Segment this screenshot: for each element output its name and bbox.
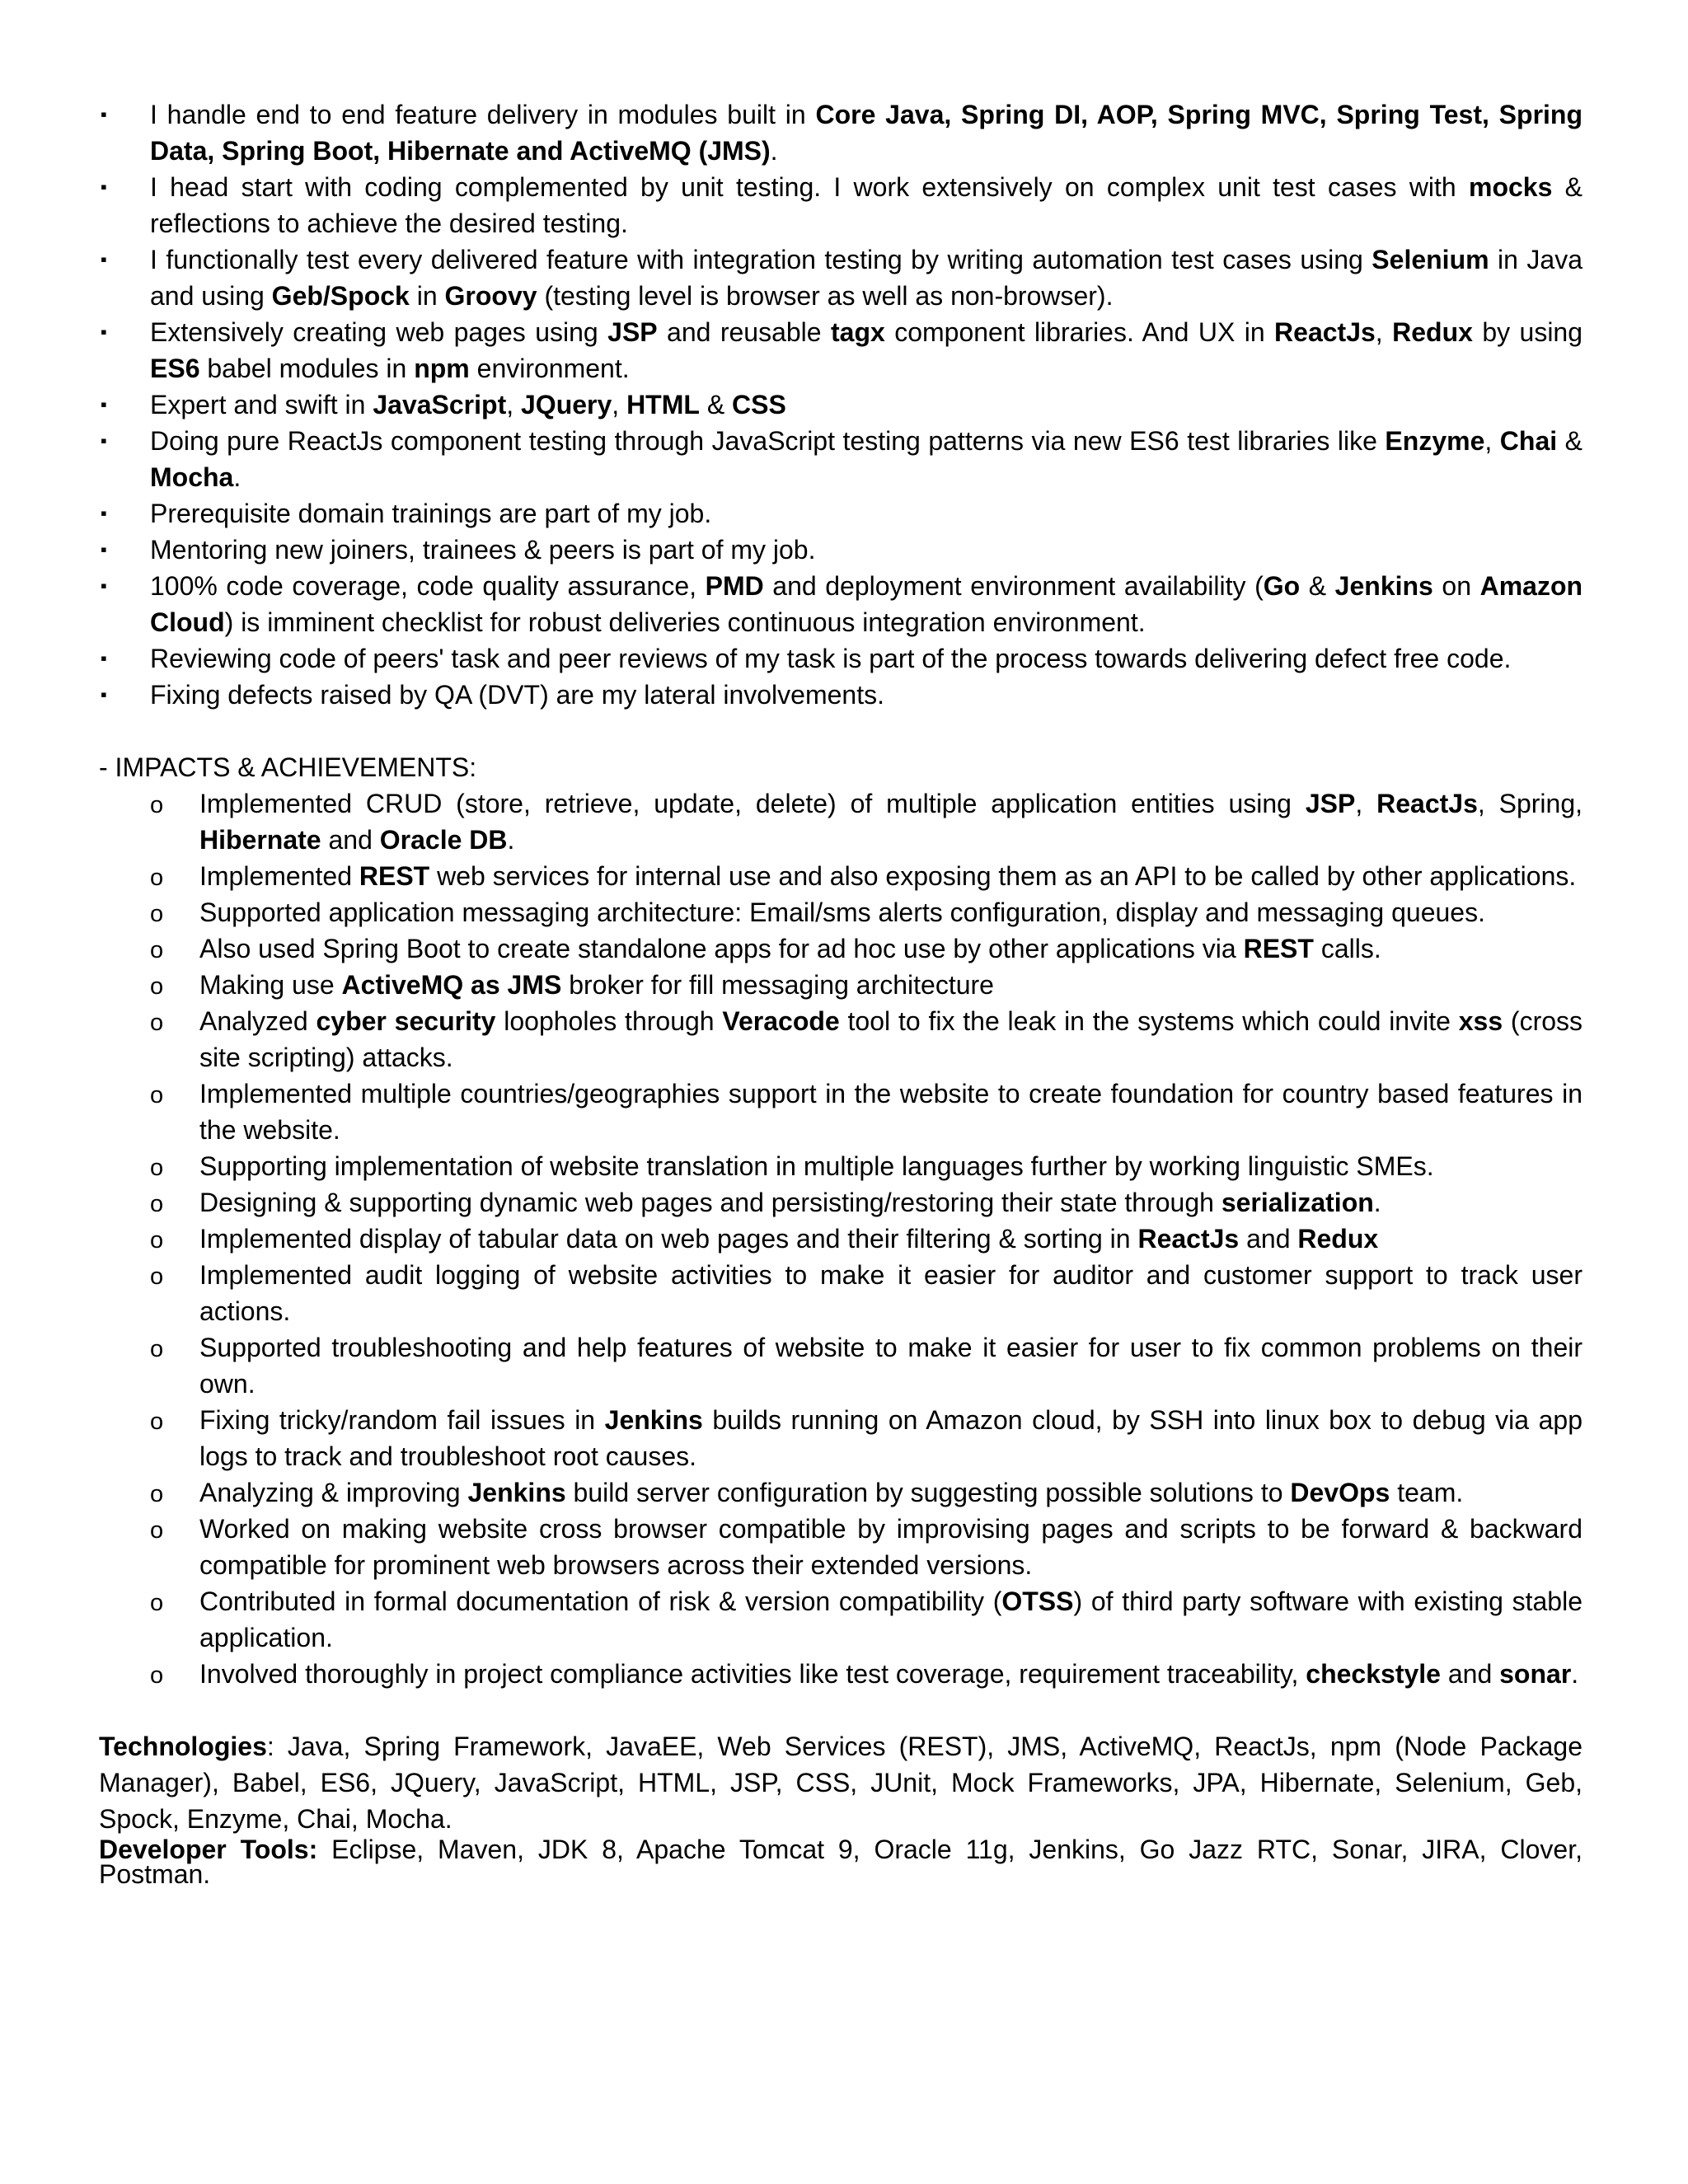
bold-keyword: JavaScript [373,390,507,419]
bold-keyword: Jenkins [467,1478,566,1507]
impact-item: o Fixing tricky/random fail issues in Jenkins builds running on Amazon cloud, by SSH into linux box to debug via app logs to track and troubleshoot root causes. [150,1405,1583,1471]
bold-keyword: JSP [607,317,658,347]
developer-tools-text: Eclipse, Maven, JDK 8, Apache Tomcat 9, Oracle 11g, Jenkins, Go Jazz RTC, Sonar, JIRA, Clover, Postman. [99,1835,1583,1889]
impact-item: o Also used Spring Boot to create standalone apps for ad hoc use by other applications via REST calls. [148,930,1582,967]
circle-bullet-icon: o [150,1481,164,1507]
bold-keyword: Selenium [1372,245,1489,274]
impacts-list [99,785,1582,1692]
bold-keyword: Oracle DB [379,825,508,855]
bold-keyword: Mocha [150,462,234,492]
bold-keyword: ReactJs [1274,317,1376,347]
bold-keyword: ActiveMQ as JMS [341,970,562,1000]
square-bullet-icon: ▪ [101,394,107,415]
bold-keyword: Hibernate [199,825,321,855]
impact-item: o Analyzing & improving Jenkins build server configuration by suggesting possible solutions to DevOps team. [148,1474,1582,1511]
responsibility-item: ▪ Mentoring new joiners, trainees & peers is part of my job. [99,532,1582,568]
impact-item: o Implemented multiple countries/geographies support in the website to create foundation for country based features in the website. [150,1079,1582,1145]
circle-bullet-icon: o [150,792,164,818]
bold-keyword: Redux [1297,1224,1379,1254]
circle-bullet-icon: o [150,1010,164,1036]
bold-keyword: Enzyme [1385,426,1485,456]
bold-keyword: CSS [732,390,786,419]
square-bullet-icon: ▪ [101,430,107,451]
responsibility-item: ▪ Fixing defects raised by QA (DVT) are my lateral involvements. [99,677,1582,713]
circle-bullet-icon: o [150,1662,164,1689]
responsibility-item: ▪ Prerequisite domain trainings are part of my job. [99,495,1582,532]
bold-keyword: checkstyle [1306,1659,1441,1689]
impact-item: o Supporting implementation of website translation in multiple languages further by working linguistic SMEs. [148,1148,1582,1184]
circle-bullet-icon: o [150,865,164,891]
bold-keyword: xss [1458,1006,1503,1036]
bold-keyword: OTSS [1001,1586,1074,1616]
bold-keyword: HTML [626,390,700,419]
technologies-label: Technologies [99,1732,267,1761]
bold-keyword: sonar [1499,1659,1572,1689]
responsibility-item: ▪ I functionally test every delivered feature with integration testing by writing automation test cases using Selenium in Java and using Geb/Spock in Groovy (testing level is browser as well as non-browser). [99,241,1582,314]
circle-bullet-icon: o [150,1263,164,1290]
bold-keyword: REST [1243,934,1314,963]
bold-keyword: cyber security [316,1006,496,1036]
bold-keyword: JQuery [521,390,612,419]
responsibilities-list [99,96,1582,713]
bold-keyword: Veracode [722,1006,840,1036]
bold-keyword: ReactJs [1137,1224,1240,1254]
bold-keyword: Chai [1499,426,1558,456]
impact-item: o Involved thoroughly in project compliance activities like test coverage, requirement traceability, checkstyle and sonar. [148,1656,1582,1692]
bold-keyword: ReactJs [1376,789,1478,818]
square-bullet-icon: ▪ [101,321,107,342]
responsibility-item: ▪ I handle end to end feature delivery in modules built in Core Java, Spring DI, AOP, Spring MVC, Spring Test, Spring Data, Spring Boot, Hibernate and ActiveMQ (JMS). [99,96,1582,169]
square-bullet-icon: ▪ [101,176,107,197]
square-bullet-icon: ▪ [101,684,107,705]
bold-keyword: serialization [1221,1188,1374,1217]
bold-keyword: Groovy [444,281,537,311]
impact-item: o Making use ActiveMQ as JMS broker for fill messaging architecture [148,967,1582,1003]
bold-keyword: mocks [1469,172,1553,202]
circle-bullet-icon: o [150,1082,164,1108]
circle-bullet-icon: o [150,1408,164,1435]
square-bullet-icon: ▪ [101,249,107,269]
square-bullet-icon: ▪ [101,575,107,596]
bold-keyword: Go [1263,571,1301,601]
developer-tools-label: Developer Tools: [99,1835,318,1864]
impact-item: o Contributed in formal documentation of risk & version compatibility (OTSS) of third party software with existing stable application. [150,1586,1583,1652]
impact-item: o Designing & supporting dynamic web pages and persisting/restoring their state through serialization. [148,1184,1582,1221]
responsibility-item: ▪ I head start with coding complemented by unit testing. I work extensively on complex unit test cases with mocks & reflections to achieve the desired testing. [99,169,1582,241]
technologies-paragraph [99,1728,1582,1837]
bold-keyword: DevOps [1290,1478,1390,1507]
circle-bullet-icon: o [150,973,164,1000]
developer-tools-paragraph [99,1835,1583,1889]
impact-item: o Worked on making website cross browser compatible by improvising pages and scripts to be forward & backward compatible for prominent web browsers across their extended versions. [150,1514,1582,1580]
circle-bullet-icon: o [150,1590,164,1616]
impacts-heading: - IMPACTS & ACHIEVEMENTS: [99,752,477,782]
resume-content [99,96,1583,1889]
bold-keyword: npm [414,354,470,383]
bold-keyword: tagx [831,317,885,347]
responsibility-item: ▪ Extensively creating web pages using JSP and reusable tagx component libraries. And UX in ReactJs, Redux by using ES6 babel modules in npm environment. [99,314,1582,387]
bold-keyword: Jenkins [604,1405,703,1435]
impact-item: o Implemented REST web services for internal use and also exposing them as an API to be called by other applications. [148,858,1582,894]
impact-item: o Implemented CRUD (store, retrieve, update, delete) of multiple application entities using JSP, ReactJs, Spring, Hibernate and Oracle DB. [150,789,1583,855]
circle-bullet-icon: o [150,937,164,963]
bold-keyword: PMD [705,571,764,601]
bold-keyword: Amazon Cloud [150,571,1583,637]
impact-item: o Supported troubleshooting and help features of website to make it easier for user to fix common problems on their own. [150,1333,1582,1399]
circle-bullet-icon: o [150,1517,164,1544]
square-bullet-icon: ▪ [101,539,107,560]
circle-bullet-icon: o [150,1191,164,1217]
impact-item: o Analyzed cyber security loopholes through Veracode tool to fix the leak in the systems which could invite xss (cross site scripting) attacks. [150,1006,1583,1072]
technologies-text: : Java, Spring Framework, JavaEE, Web Services (REST), JMS, ActiveMQ, ReactJs, npm (Node Package Manager), Babel, ES6, JQuery, JavaScript, HTML, JSP, CSS, JUnit, Mock Frameworks, JPA, Hibernate, Selenium, Geb, Spock, Enzyme, Chai, Mocha. [99,1732,1582,1834]
impact-item: o Implemented audit logging of website activities to make it easier for auditor and customer support to track user actions. [150,1260,1582,1326]
impact-item: o Supported application messaging architecture: Email/sms alerts configuration, display and messaging queues. [148,894,1582,930]
square-bullet-icon: ▪ [101,503,107,523]
circle-bullet-icon: o [150,1155,164,1181]
bold-keyword: Jenkins [1334,571,1433,601]
square-bullet-icon: ▪ [101,104,107,124]
square-bullet-icon: ▪ [101,648,107,668]
bold-keyword: JSP [1305,789,1356,818]
bold-keyword: Geb/Spock [271,281,410,311]
bold-keyword: ES6 [150,354,200,383]
circle-bullet-icon: o [150,1336,164,1362]
bold-keyword: Redux [1392,317,1473,347]
bold-keyword: REST [359,861,430,891]
responsibility-item: ▪ Expert and swift in JavaScript, JQuery, HTML & CSS [99,387,1582,423]
responsibility-item: ▪ 100% code coverage, code quality assurance, PMD and deployment environment availability (Go & Jenkins on Amazon Cloud) is imminent checklist for robust deliveries continuous integration environment. [99,568,1582,640]
bold-keyword: Core Java, Spring DI, AOP, Spring MVC, Spring Test, Spring Data, Spring Boot, Hibernate and ActiveMQ (JMS) [150,100,1583,166]
circle-bullet-icon: o [150,901,164,927]
circle-bullet-icon: o [150,1227,164,1254]
responsibility-item: ▪ Doing pure ReactJs component testing through JavaScript testing patterns via new ES6 test libraries like Enzyme, Chai & Mocha. [99,423,1582,495]
responsibility-item: ▪ Reviewing code of peers' task and peer reviews of my task is part of the process towards delivering defect free code. [99,640,1582,677]
impact-item: o Implemented display of tabular data on web pages and their filtering & sorting in ReactJs and Redux [148,1221,1582,1257]
